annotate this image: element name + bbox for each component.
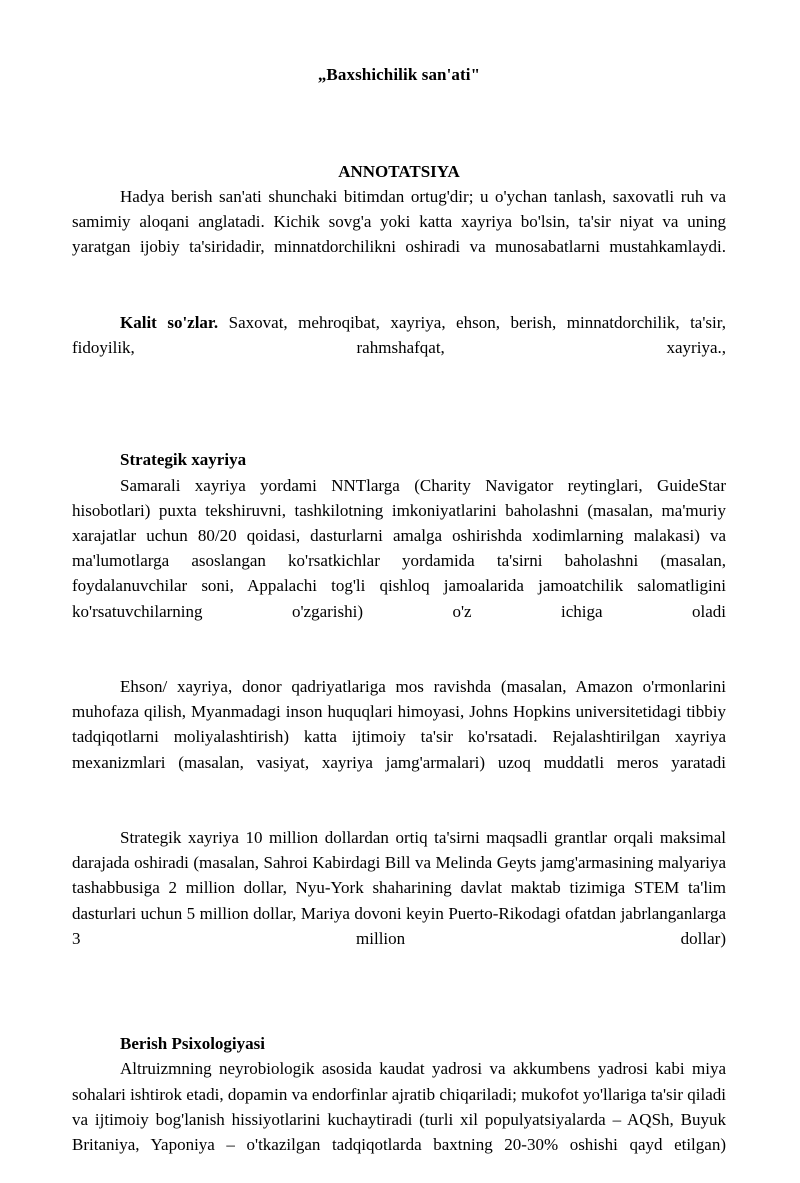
spacer-s1-p1-p2 (72, 649, 726, 674)
section-2-paragraph-1: Altruizmning neyrobiologik asosida kaudat yadrosi va akkumbens yadrosi kabi miya sohalari ishtirok etadi, dopamin va endorfinlar ajratib chiqariladi; mukofot yo'llariga ta'sir qiladi va ijtimoiy bog'lanish hissiyotlarini kuchaytiradi (turli xil populyatsiyalarda – AQSh, Buyuk Britaniya, Yaponiya – o'tkazilgan tadqiqotlarda baxtning 20-30% oshishi qayd etilgan) (72, 1059, 726, 1155)
keywords-paragraph (72, 310, 726, 386)
spacer-before-section-2 (72, 976, 726, 1031)
spacer-before-section-1 (72, 385, 726, 447)
section-heading-berish-psixologiyasi: Berish Psixologiyasi (120, 1034, 265, 1054)
section-heading-strategik-xayriya: Strategik xayriya (120, 450, 247, 470)
section-1-paragraph-3: Strategik xayriya 10 million dollardan ortiq ta'sirni maqsadli grantlar orqali maksimal darajada oshiradi (masalan, Sahroi Kabirdagi Bill va Melinda Geyts jamg'armasining malyariya tashabbusiga 2 million dollar, Nyu-York shaharining davlat maktab tizimiga STEM ta'lim dasturlari uchun 5 million dollar, Mariya dovoni keyin Puerto-Rikodagi ofatdan jabrlanganlarga 3 million dollar) (72, 828, 726, 948)
annotation-heading: ANNOTATSIYA (338, 162, 460, 181)
annotation-paragraph: Hadya berish san'ati shunchaki bitimdan ortug'dir; u o'ychan tanlash, saxovatli ruh va samimiy aloqani anglatadi. Kichik sovg'a yoki katta xayriya bo'lsin, ta'sir niyat va uning yaratgan ijobiy ta'siridadir, minnatdorchilikni oshiradi va munosabatlarni mustahkamlaydi. (72, 187, 726, 257)
spacer-s1-p2-p3 (72, 800, 726, 825)
section-1-paragraph-1: Samarali xayriya yordami NNTlarga (Charity Navigator reytinglari, GuideStar hisobotlari) puxta tekshiruvni, tashkilotning imkoniyatlarini baholashni (masalan, ma'muriy xarajatlar uchun 80/20 qoidasi, dasturlarni amalga oshirishda xodimlarning malakasi) va ma'lumotlarga asoslangan ko'rsatkichlar yordamida ta'sirni baholashni (masalan, foydalanuvchilar soni, Appalachi tog'li qishloq jamoalarida jamoatchilik salomatligini ko'rsatuvchilarning o'zgarishi) o'z ichiga oladi (72, 475, 726, 621)
document-title: „Baxshichilik san'ati" (317, 65, 481, 84)
spacer-after-annotation (72, 285, 726, 310)
keywords-text: Saxovat, mehroqibat, xayriya, ehson, berish, minnatdorchilik, ta'sir, fidoyilik, rahmshafqat, xayriya., (72, 312, 726, 358)
section-1-paragraph-2: Ehson/ xayriya, donor qadriyatlariga mos ravishda (masalan, Amazon o'rmonlarini muhofaza qilish, Myanmadagi inson huquqlari himoyasi, Johns Hopkins universitetidagi tibbiy tadqiqotlarni moliyalashtirish) katta ijtimoiy ta'sir ko'rsatadi. Rejalashtirilgan xayriya mexanizmlari (masalan, vasiyat, xayriya jamg'armalari) uzoq muddatli meros yaratadi (72, 677, 726, 772)
document-content (72, 0, 726, 1183)
keywords-label: Kalit so'zlar. (120, 312, 219, 332)
